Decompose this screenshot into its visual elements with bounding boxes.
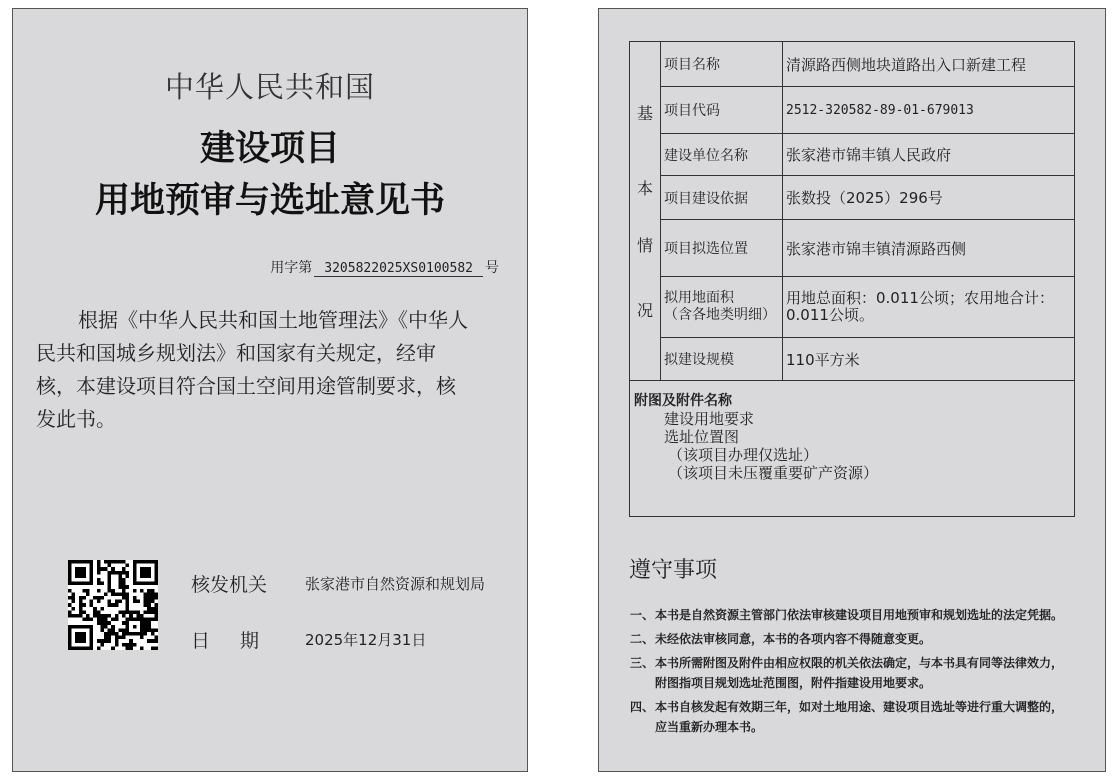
- rules-list: [630, 605, 1070, 741]
- attachments-title: 附图及附件名称: [634, 393, 732, 409]
- rule-text: 本书所需附图及附件由相应权限的机关依法确定，与本书具有同等法律效力，附图指项目规划选址范围图，附件指建设用地要求。: [655, 656, 1064, 690]
- row-value-basis: 张数投（2025）296号: [783, 176, 1075, 220]
- row-value-land-area: 用地总面积：0.011公顷；农用地合计：0.011公顷。: [783, 277, 1075, 338]
- project-info-table: [629, 41, 1075, 517]
- row-label-builder: 建设单位名称: [661, 134, 783, 176]
- serial-number-line: [270, 257, 499, 277]
- qr-code[interactable]: [68, 560, 158, 650]
- rule-item: [630, 605, 1070, 625]
- issuer-value: 张家港市自然资源和规划局: [305, 575, 486, 593]
- row-label-project-code: 项目代码: [661, 87, 783, 134]
- issuer-label: 核发机关: [191, 574, 268, 596]
- rules-title: 遵守事项: [629, 558, 718, 583]
- row-label-location: 项目拟选位置: [661, 220, 783, 277]
- document-title-line1: 建设项目: [199, 129, 340, 169]
- attachment-item: （该项目未压覆重要矿产资源）: [668, 464, 879, 482]
- side-char: 情: [636, 236, 653, 255]
- table-row: [630, 176, 1075, 220]
- serial-suffix: 号: [485, 260, 499, 276]
- row-value-builder: 张家港市锦丰镇人民政府: [783, 134, 1075, 176]
- serial-prefix: 用字第: [270, 260, 313, 276]
- rule-number: 三、: [630, 656, 655, 670]
- table-row: [630, 134, 1075, 176]
- row-value-scale: 110平方米: [783, 338, 1075, 381]
- attachment-item: 选址位置图: [664, 428, 740, 446]
- row-label-project-name: 项目名称: [661, 42, 783, 87]
- certificate-cover-page: [12, 8, 528, 772]
- document-title-line2: 用地预审与选址意见书: [94, 181, 445, 221]
- side-char: 本: [636, 179, 653, 198]
- table-row: [630, 220, 1075, 277]
- serial-number: 320582202​5XS0100582: [314, 261, 483, 277]
- row-value-location: 张家港市锦丰镇清源路西侧: [783, 220, 1075, 277]
- side-char: 况: [636, 301, 653, 320]
- date-label: 日期: [191, 630, 290, 652]
- row-label-scale: 拟建设规模: [661, 338, 783, 381]
- rule-text: 本书是自然资源主管部门依法审核建设项目用地预审和规划选址的法定凭据。: [655, 608, 1064, 622]
- rule-number: 四、: [630, 700, 655, 714]
- attachment-item: 建设用地要求: [664, 410, 755, 428]
- table-row: [630, 338, 1075, 381]
- rule-text: 本书自核发起有效期三年，如对土地用途、建设项目选址等进行重大调整的，应当重新办理本书。: [655, 700, 1064, 734]
- date-value: 2025年12月31日: [305, 631, 427, 649]
- table-row: [630, 277, 1075, 338]
- row-label-basis: 项目建设依据: [661, 176, 783, 220]
- rule-number: 一、: [630, 608, 655, 622]
- basic-info-side-label: [630, 42, 661, 381]
- certificate-details-page: [598, 8, 1106, 772]
- rule-number: 二、: [630, 632, 655, 646]
- table-row: [630, 42, 1075, 87]
- row-label-land-area: 拟用地面积 （含各地类明细）: [661, 277, 783, 338]
- approval-statement: 根据《中华人民共和国土地管理法》《中华人民共和国城乡规划法》和国家有关规定，经审核，本建设项目符合国土空间用途管制要求，核发此书。: [36, 308, 468, 431]
- side-char: 基: [636, 104, 653, 123]
- attachment-item: （该项目办理仅选址）: [668, 446, 819, 464]
- rule-item: [630, 697, 1070, 737]
- table-row: [630, 87, 1075, 134]
- rule-text: 未经依法审核同意，本书的各项内容不得随意变更。: [655, 632, 932, 646]
- rule-item: [630, 653, 1070, 693]
- attachments-cell: [630, 381, 1075, 517]
- attachments-row: [630, 381, 1075, 517]
- rule-item: [630, 629, 1070, 649]
- row-value-project-name: 清源路西侧地块道路出入口新建工程: [783, 42, 1075, 87]
- country-name: 中华人民共和国: [164, 70, 375, 104]
- row-value-project-code: 2512-320582-89-01-679013: [783, 87, 1075, 134]
